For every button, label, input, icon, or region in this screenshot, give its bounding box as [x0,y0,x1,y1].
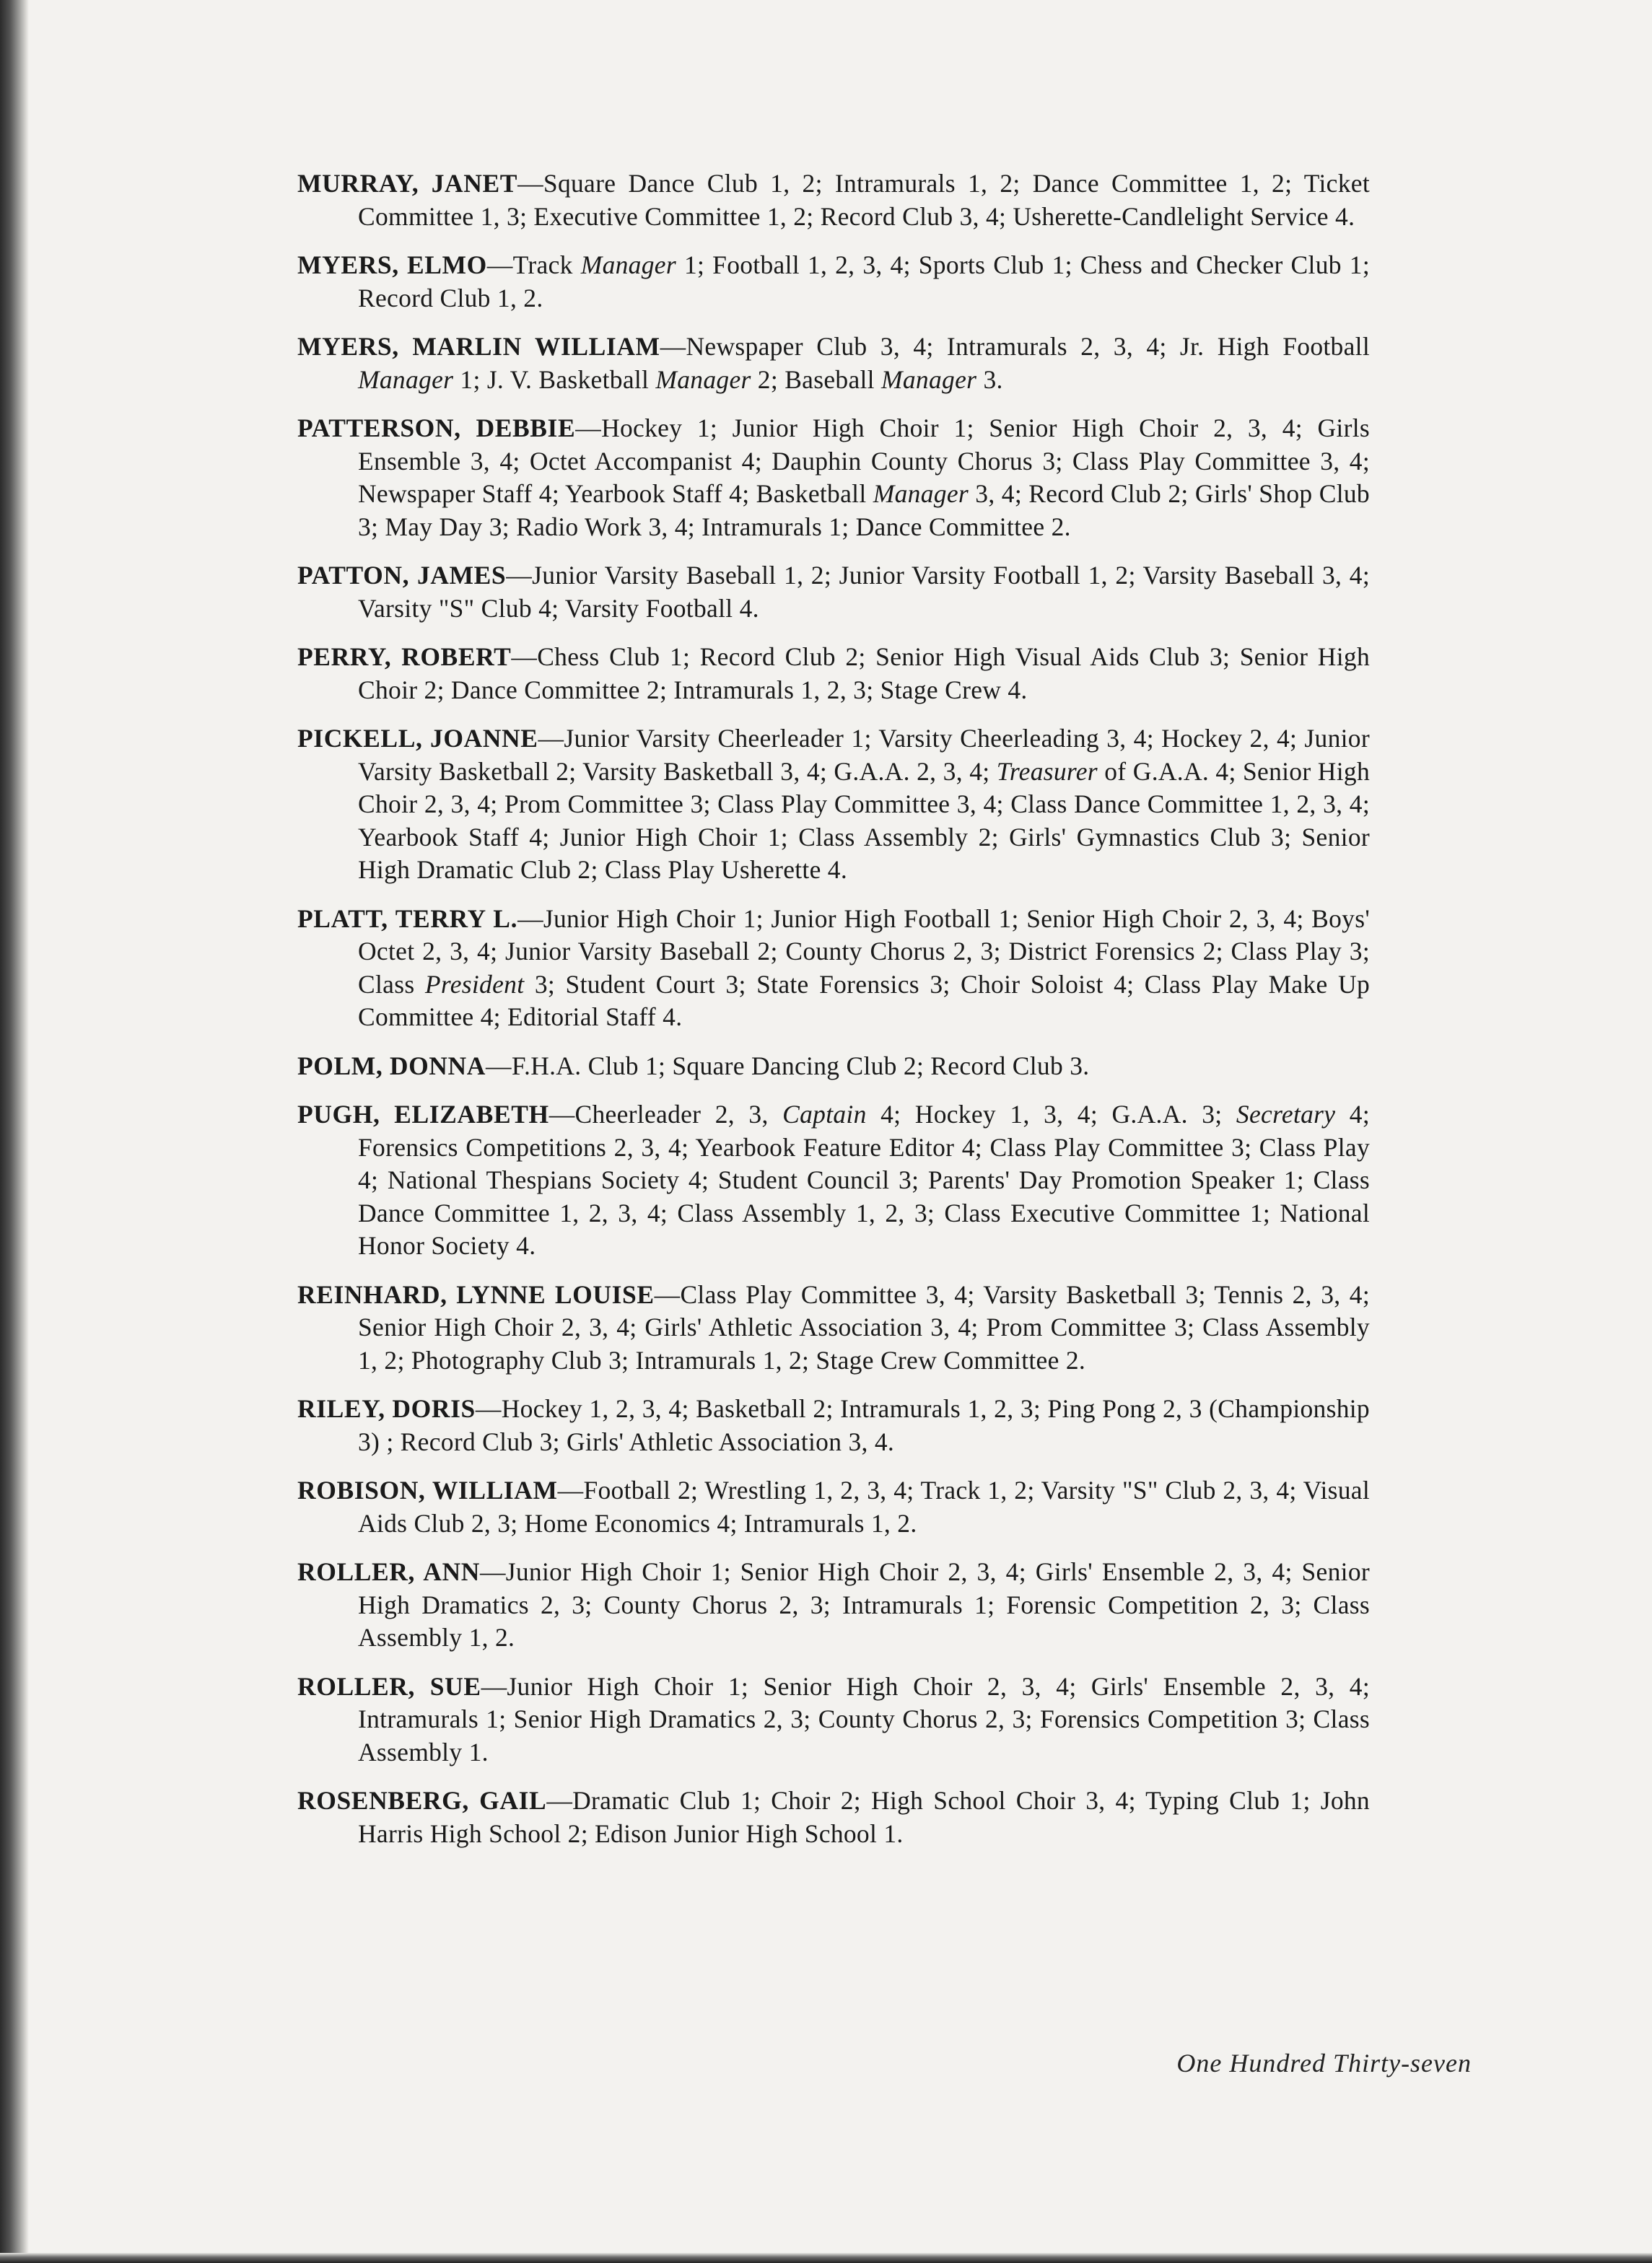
activity-text: of G.A.A. 4; Senior High Choir 2, 3, 4; Prom Committee 3; Class Play Committee 3, 4; Class Dance Committee 1, 2, 3, 4; Yearbook Staff 4; Junior High Choir 1; Class Assembly 2; Girls' Gymnastics Club 3; Senior High Dramatic Club 2; Class Play Usherette 4. [358,756,1371,884]
student-entry: MYERS, MARLIN WILLIAM—Newspaper Club 3, 4; Intramurals 2, 3, 4; Jr. High Football Manager 1; J. V. Basketball Manager 2; Baseball Manager 3. [297,332,1370,394]
student-entry: RILEY, DORIS—Hockey 1, 2, 3, 4; Basketball 2; Intramurals 1, 2, 3; Ping Pong 2, 3 (Championship 3) ; Record Club 3; Girls' Athletic Association 3, 4. [297,1394,1370,1456]
student-activities: Junior High Choir 1; Senior High Choir 2, 3, 4; Girls' Ensemble 2, 3, 4; Senior High Dramatics 2, 3; County Chorus 2, 3; Intramurals 1; Forensic Competition 2, 3; Class Assembly 1, 2. [358,1557,1370,1652]
student-entry: PATTON, JAMES—Junior Varsity Baseball 1, 2; Junior Varsity Football 1, 2; Varsity Baseball 3, 4; Varsity "S" Club 4; Varsity Football 4. [297,561,1370,623]
activity-text: 1; J. V. Basketball [453,364,656,394]
activities-list [297,167,1370,1866]
activity-text: Junior Varsity Cheerleader 1; Varsity Cheerleading 3, 4; Hockey 2, 4; Junior Varsity Basketball 2; Varsity Basketball 3, 4; G.A.A. 2, 3, 4; [358,724,1370,786]
bottom-edge-shadow [0,2253,1652,2263]
student-name: RILEY, DORIS [297,1394,476,1423]
student-name: PICKELL, JOANNE [297,724,538,753]
activity-text: Hockey 1; Junior High Choir 1; Senior High Choir 2, 3, 4; Girls Ensemble 3, 4; Octet Accompanist 4; Dauphin County Chorus 3; Class Play Committee 3, 4; Newspaper Staff 4; Yearbook Staff 4; Basketball [358,413,1370,508]
student-name: MURRAY, JANET [297,169,518,198]
activity-role: Manager [873,479,969,508]
student-name: MYERS, MARLIN WILLIAM [297,332,660,361]
student-entry: PLATT, TERRY L.—Junior High Choir 1; Junior High Football 1; Senior High Choir 2, 3, 4; Boys' Octet 2, 3, 4; Junior Varsity Baseball 2; County Chorus 2, 3; District Forensics 2; Class Play 3; Class President 3; Student Court 3; State Forensics 3; Choir Soloist 4; Class Play Make Up Committee 4; Editorial Staff 4. [297,903,1371,1031]
student-name: ROLLER, ANN [297,1557,480,1586]
page-number: One Hundred Thirty-seven [1176,2049,1472,2078]
student-activities: Junior High Choir 1; Senior High Choir 2, 3, 4; Girls' Ensemble 2, 3, 4; Intramurals 1; Senior High Dramatics 2, 3; County Chorus 2, 3; Forensics Competition 3; Class Assembly 1. [358,1671,1370,1767]
student-entry: MYERS, ELMO—Track Manager 1; Football 1, 2, 3, 4; Sports Club 1; Chess and Checker Club 1; Record Club 1, 2. [297,250,1371,312]
student-name: ROLLER, SUE [297,1671,481,1701]
activity-role: Captain [782,1100,867,1129]
student-activities: Square Dance Club 1, 2; Intramurals 1, 2; Dance Committee 1, 2; Ticket Committee 1, 3; Executive Committee 1, 2; Record Club 3, 4; Usherette-Candlelight Service 4. [358,169,1370,231]
student-entry: PICKELL, JOANNE—Junior Varsity Cheerleader 1; Varsity Cheerleading 3, 4; Hockey 2, 4; Junior Varsity Basketball 2; Varsity Basketball 3, 4; G.A.A. 2, 3, 4; Treasurer of G.A.A. 4; Senior High Choir 2, 3, 4; Prom Committee 3; Class Play Committee 3, 4; Class Dance Committee 1, 2, 3, 4; Yearbook Staff 4; Junior High Choir 1; Class Assembly 2; Girls' Gymnastics Club 3; Senior High Dramatic Club 2; Class Play Usherette 4. [297,724,1371,884]
activity-text: 2; Baseball [751,364,882,394]
student-activities: Dramatic Club 1; Choir 2; High School Choir 3, 4; Typing Club 1; John Harris High School 2; Edison Junior High School 1. [358,1786,1370,1848]
student-name: PATTON, JAMES [297,561,507,590]
student-name: REINHARD, LYNNE LOUISE [297,1279,655,1309]
student-entry: ROBISON, WILLIAM—Football 2; Wrestling 1, 2, 3, 4; Track 1, 2; Varsity "S" Club 2, 3, 4; Visual Aids Club 2, 3; Home Economics 4; Intramurals 1, 2. [297,1476,1371,1538]
activity-text: Track [512,250,581,279]
activity-role: Treasurer [996,756,1098,786]
activity-role: President [424,969,525,999]
activity-role: Manager [881,364,977,394]
student-entry: PERRY, ROBERT—Chess Club 1; Record Club 2; Senior High Visual Aids Club 3; Senior High Choir 2; Dance Committee 2; Intramurals 1, 2, 3; Stage Crew 4. [297,642,1370,704]
student-entry: ROLLER, SUE—Junior High Choir 1; Senior High Choir 2, 3, 4; Girls' Ensemble 2, 3, 4; Intramurals 1; Senior High Dramatics 2, 3; County Chorus 2, 3; Forensics Competition 3; Class Assembly 1. [297,1671,1370,1767]
student-activities: Chess Club 1; Record Club 2; Senior High Visual Aids Club 3; Senior High Choir 2; Dance Committee 2; Intramurals 1, 2, 3; Stage Crew 4. [358,642,1370,704]
activity-text: 3. [976,364,1003,394]
activity-text: Cheerleader 2, 3, [574,1100,783,1129]
student-entry: PUGH, ELIZABETH—Cheerleader 2, 3, Captain 4; Hockey 1, 3, 4; G.A.A. 3; Secretary 4; Forensics Competitions 2, 3, 4; Yearbook Feature Editor 4; Class Play Committee 3; Class Play 4; National Thespians Society 4; Student Council 3; Parents' Day Promotion Speaker 1; Class Dance Committee 1, 2, 3, 4; Class Assembly 1, 2, 3; Class Executive Committee 1; National Honor Society 4. [297,1100,1370,1260]
student-name: PERRY, ROBERT [297,642,512,671]
activity-text: Newspaper Club 3, 4; Intramurals 2, 3, 4; Jr. High Football [686,332,1370,361]
student-activities: Class Play Committee 3, 4; Varsity Basketball 3; Tennis 2, 3, 4; Senior High Choir 2, 3, 4; Girls' Athletic Association 3, 4; Prom Committee 3; Class Assembly 1, 2; Photography Club 3; Intramurals 1, 2; Stage Crew Committee 2. [358,1279,1370,1375]
student-activities: Football 2; Wrestling 1, 2, 3, 4; Track 1, 2; Varsity "S" Club 2, 3, 4; Visual Aids Club 2, 3; Home Economics 4; Intramurals 1, 2. [358,1476,1371,1538]
activity-role: Manager [358,364,454,394]
student-name: PLATT, TERRY L. [297,903,518,933]
student-entry: MURRAY, JANET—Square Dance Club 1, 2; Intramurals 1, 2; Dance Committee 1, 2; Ticket Committee 1, 3; Executive Committee 1, 2; Record Club 3, 4; Usherette-Candlelight Service 4. [297,169,1370,231]
activity-text: Junior High Choir 1; Junior High Football 1; Senior High Choir 2, 3, 4; Boys' Octet 2, 3, 4; Junior Varsity Baseball 2; County Chorus 2, 3; District Forensics 2; Class Play 3; Class [358,903,1371,999]
activity-role: Secretary [1236,1100,1336,1129]
student-name: ROBISON, WILLIAM [297,1476,558,1505]
student-name: MYERS, ELMO [297,250,487,279]
activity-text: 1; Football 1, 2, 3, 4; Sports Club 1; Chess and Checker Club 1; Record Club 1, 2. [358,250,1371,312]
student-name: ROSENBERG, GAIL [297,1786,547,1815]
student-name: PATTERSON, DEBBIE [297,413,576,442]
student-entry: ROSENBERG, GAIL—Dramatic Club 1; Choir 2; High School Choir 3, 4; Typing Club 1; John Harris High School 2; Edison Junior High School 1. [297,1786,1370,1848]
student-entry: ROLLER, ANN—Junior High Choir 1; Senior High Choir 2, 3, 4; Girls' Ensemble 2, 3, 4; Senior High Dramatics 2, 3; County Chorus 2, 3; Intramurals 1; Forensic Competition 2, 3; Class Assembly 1, 2. [297,1557,1370,1652]
activity-text: 4; Hockey 1, 3, 4; G.A.A. 3; [866,1100,1236,1129]
student-name: POLM, DONNA [297,1051,486,1080]
binding-edge-shadow [0,0,29,2263]
student-activities: Hockey 1, 2, 3, 4; Basketball 2; Intramurals 1, 2, 3; Ping Pong 2, 3 (Championship 3) ; Record Club 3; Girls' Athletic Association 3, 4. [358,1394,1370,1456]
activity-text: 4; Forensics Competitions 2, 3, 4; Yearbook Feature Editor 4; Class Play Committee 3; Class Play 4; National Thespians Society 4; Student Council 3; Parents' Day Promotion Speaker 1; Class Dance Committee 1, 2, 3, 4; Class Assembly 1, 2, 3; Class Executive Committee 1; National Honor Society 4. [358,1100,1370,1260]
student-entry: REINHARD, LYNNE LOUISE—Class Play Committee 3, 4; Varsity Basketball 3; Tennis 2, 3, 4; Senior High Choir 2, 3, 4; Girls' Athletic Association 3, 4; Prom Committee 3; Class Assembly 1, 2; Photography Club 3; Intramurals 1, 2; Stage Crew Committee 2. [297,1279,1370,1375]
activity-text: 3, 4; Record Club 2; Girls' Shop Club 3; May Day 3; Radio Work 3, 4; Intramurals 1; Dance Committee 2. [358,479,1370,541]
student-entry: POLM, DONNA—F.H.A. Club 1; Square Dancing Club 2; Record Club 3. [297,1051,1090,1080]
activity-text: 3; Student Court 3; State Forensics 3; Choir Soloist 4; Class Play Make Up Committee 4; Editorial Staff 4. [358,969,1370,1031]
student-name: PUGH, ELIZABETH [297,1100,549,1129]
student-activities: F.H.A. Club 1; Square Dancing Club 2; Record Club 3. [511,1051,1090,1080]
student-entry: PATTERSON, DEBBIE—Hockey 1; Junior High Choir 1; Senior High Choir 2, 3, 4; Girls Ensemble 3, 4; Octet Accompanist 4; Dauphin County Chorus 3; Class Play Committee 3, 4; Newspaper Staff 4; Yearbook Staff 4; Basketball Manager 3, 4; Record Club 2; Girls' Shop Club 3; May Day 3; Radio Work 3, 4; Intramurals 1; Dance Committee 2. [297,413,1370,541]
activity-role: Manager [655,364,751,394]
activity-role: Manager [580,250,676,279]
student-activities: Junior Varsity Baseball 1, 2; Junior Varsity Football 1, 2; Varsity Baseball 3, 4; Varsity "S" Club 4; Varsity Football 4. [358,561,1370,623]
